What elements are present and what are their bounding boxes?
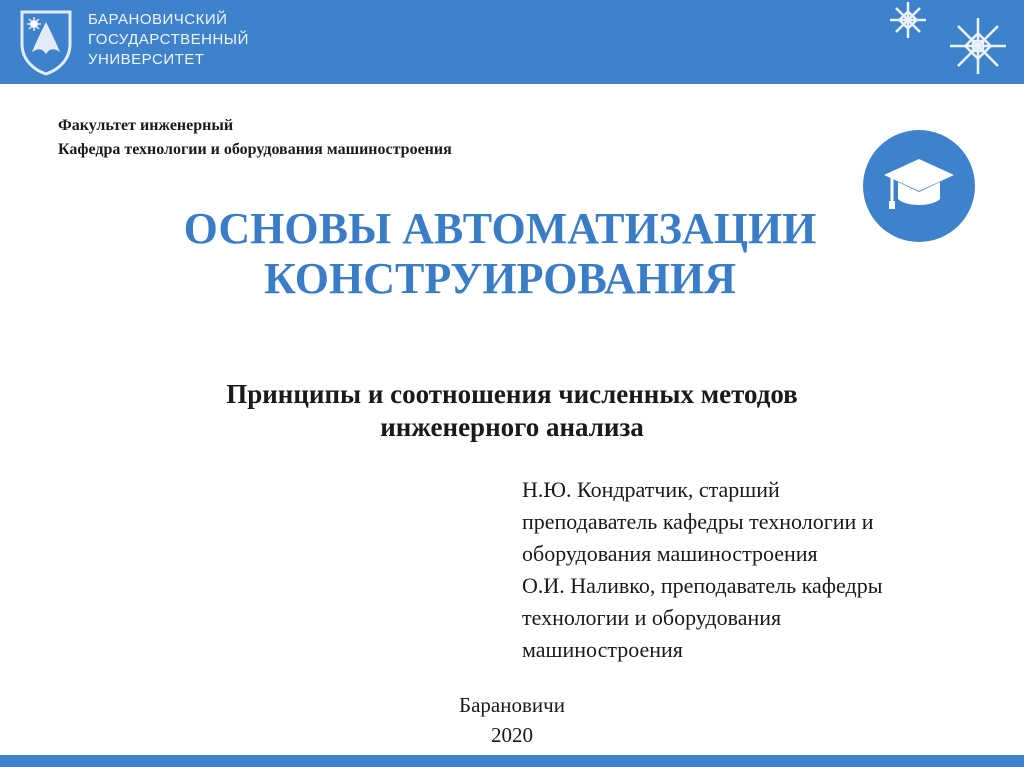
footer-place-date [412,690,612,750]
author-line: машиностроения [522,637,683,662]
university-name-line-1: БАРАНОВИЧСКИЙ [88,11,228,28]
author-line: Н.Ю. Кондратчик, старший [522,477,780,502]
snowflake-ornament-icon [884,0,932,40]
subtitle-line-2: инженерного анализа [380,412,644,442]
authors-block [522,474,1002,666]
department-name: Кафедра технологии и оборудования машиностроения [58,141,452,158]
presentation-title [120,204,880,304]
footer-city: Барановичи [459,693,565,717]
university-shield-logo [18,8,74,76]
footer-year: 2020 [491,723,533,747]
author-line: технологии и оборудования [522,605,782,630]
bottom-bar [0,755,1024,767]
subtitle-line-1: Принципы и соотношения численных методов [226,379,798,409]
university-name-line-2: ГОСУДАРСТВЕННЫЙ [88,31,249,48]
university-name [88,10,249,70]
author-line: О.И. Наливко, преподаватель кафедры [522,573,883,598]
presentation-subtitle [100,378,924,444]
title-line-1: ОСНОВЫ АВТОМАТИЗАЦИИ [183,204,817,253]
title-line-2: КОНСТРУИРОВАНИЯ [263,254,737,303]
faculty-block [58,114,452,162]
snowflake-ornament-icon [948,16,1008,76]
header-bar [0,0,1024,84]
author-line: преподаватель кафедры технологии и [522,509,874,534]
faculty-name: Факультет инженерный [58,117,234,134]
author-line: оборудования машиностроения [522,541,818,566]
university-name-line-3: УНИВЕРСИТЕТ [88,51,205,68]
